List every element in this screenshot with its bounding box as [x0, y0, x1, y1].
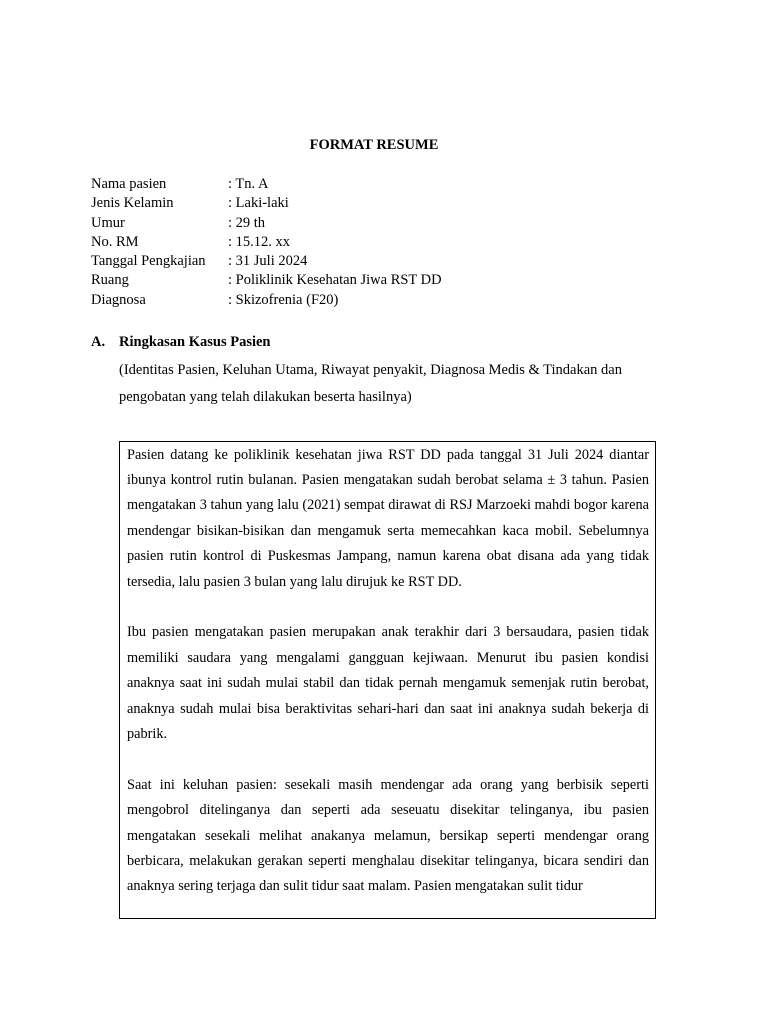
info-row-jenis-kelamin — [91, 194, 442, 213]
info-label: Diagnosa — [91, 291, 146, 308]
info-value: : Skizofrenia (F20) — [228, 291, 339, 308]
info-value: : 31 Juli 2024 — [228, 253, 308, 270]
info-label: No. RM — [91, 233, 139, 250]
document-title: FORMAT RESUME — [309, 137, 439, 153]
info-row-no-rm — [91, 233, 442, 252]
section-a-heading — [91, 334, 271, 351]
section-title: Ringkasan Kasus Pasien — [119, 334, 271, 350]
info-label: Tanggal Pengkajian — [91, 253, 206, 270]
info-label: Nama pasien — [91, 176, 167, 192]
info-value: : Tn. A — [228, 176, 269, 192]
info-value: : 15.12. xx — [228, 233, 291, 250]
patient-info — [91, 175, 442, 310]
case-paragraph: Saat ini keluhan pasien: sesekali masih mendengar ada orang yang berbisik seperti mengobrol ditelinganya dan seperti ada seseuatu disekitar telinganya, ibu pasien mengatakan sesekali melihat anakanya melamun, bersikap seperti mendengar orang berbicara, melakukan gerakan seperti menghalau disekitar telinganya, bicara sendiri dan anaknya sering terjaga dan sulit tidur saat malam. Pasien mengatakan sulit tidur — [127, 776, 649, 895]
info-label: Umur — [91, 214, 125, 231]
info-row-nama — [91, 175, 442, 194]
case-summary-box — [119, 441, 656, 919]
info-row-umur — [91, 214, 442, 233]
info-value: : 29 th — [228, 214, 266, 231]
info-value: : Laki-laki — [228, 195, 289, 212]
info-value: : Poliklinik Kesehatan Jiwa RST DD — [228, 272, 442, 289]
section-letter: A. — [91, 334, 106, 350]
info-label: Jenis Kelamin — [91, 195, 174, 212]
section-a-description: (Identitas Pasien, Keluhan Utama, Riwayat penyakit, Diagnosa Medis & Tindakan dan pengobatan yang telah dilakukan beserta hasilnya) — [119, 362, 622, 405]
info-label: Ruang — [91, 272, 129, 289]
case-paragraph: Ibu pasien mengatakan pasien merupakan anak terakhir dari 3 bersaudara, pasien tidak memiliki saudara yang mengalami gangguan kejiwaan. Menurut ibu pasien kondisi anaknya saat ini sudah mulai stabil dan tidak pernah mengamuk semenjak rutin berobat, anaknya sudah mulai bisa beraktivitas sehari-hari dan saat ini anaknya sudah bekerja di pabrik. — [127, 624, 649, 742]
info-row-ruang — [91, 271, 442, 290]
case-paragraph: Pasien datang ke poliklinik kesehatan jiwa RST DD pada tanggal 31 Juli 2024 diantar ibunya kontrol rutin bulanan. Pasien mengatakan sudah berobat selama ± 3 tahun. Pasien mengatakan 3 tahun yang lalu (2021) sempat dirawat di RSJ Marzoeki mahdi bogor karena mendengar bisikan-bisikan dan mengamuk serta memecahkan kaca mobil. Sebelumnya pasien rutin kontrol di Puskesmas Jampang, namun karena obat disana ada yang tidak tersedia, lalu pasien 3 bulan yang lalu dirujuk ke RST DD. — [127, 446, 649, 590]
info-row-diagnosa — [91, 291, 442, 310]
info-row-tanggal — [91, 252, 442, 271]
